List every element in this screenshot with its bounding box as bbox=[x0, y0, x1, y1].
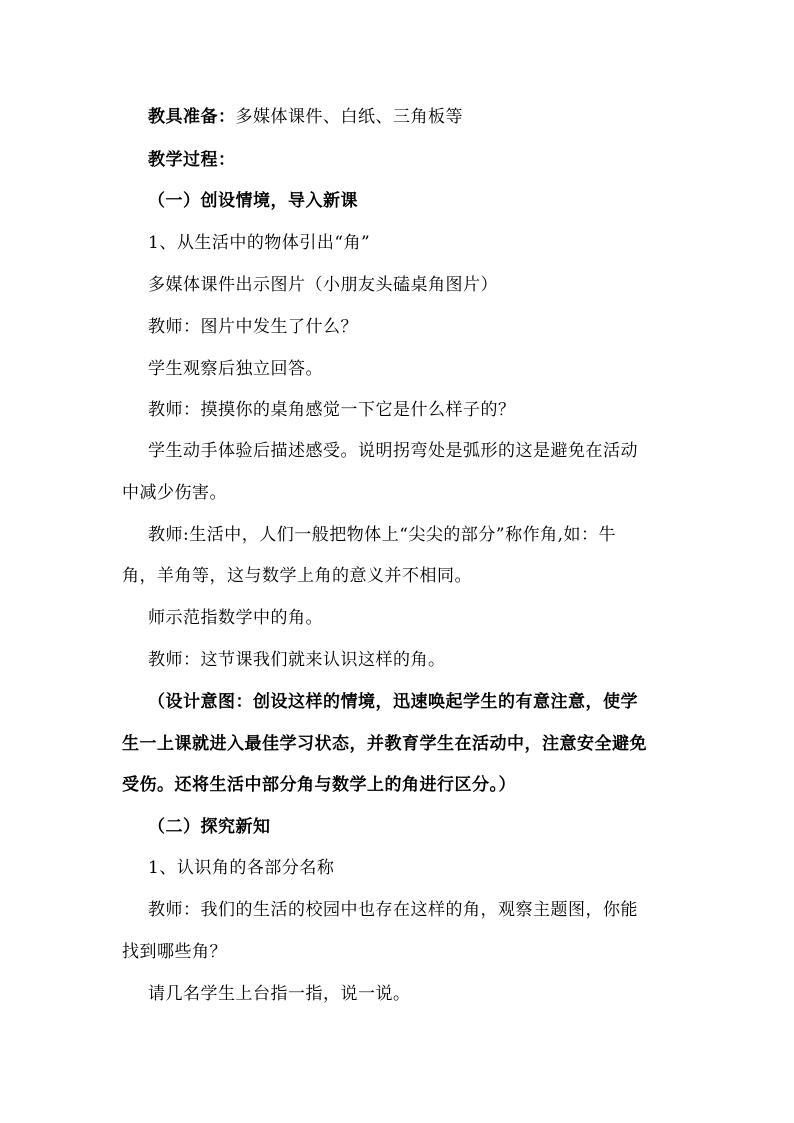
paragraph-2: 教师：图片中发生了什么？ bbox=[148, 317, 358, 337]
paragraph-9-line-2: 找到哪些角？ bbox=[122, 942, 227, 962]
paragraph-10: 请几名学生上台指一指，说一说。 bbox=[148, 984, 411, 1004]
section2-heading: （二）探究新知 bbox=[148, 817, 271, 837]
section1-heading: （一）创设情境，导入新课 bbox=[148, 191, 358, 211]
step1-title: 1、从生活中的物体引出“角” bbox=[148, 233, 371, 253]
paragraph-1: 多媒体课件出示图片（小朋友头磕桌角图片） bbox=[148, 275, 498, 295]
paragraph-5-line-2: 中减少伤害。 bbox=[122, 483, 227, 503]
tools-value: 多媒体课件、白纸、三角板等 bbox=[235, 107, 463, 127]
design-intent-line-1: （设计意图：创设这样的情境，迅速唤起学生的有意注意，使学 bbox=[148, 692, 638, 712]
process-heading: 教学过程： bbox=[148, 150, 236, 170]
paragraph-5-line-1: 学生动手体验后描述感受。说明拐弯处是弧形的这是避免在活动 bbox=[148, 441, 638, 461]
paragraph-6-line-1: 教师:生活中，人们一般把物体上“尖尖的部分”称作角,如：牛 bbox=[148, 525, 617, 545]
paragraph-4: 教师：摸摸你的桌角感觉一下它是什么样子的？ bbox=[148, 400, 516, 420]
design-intent-line-2: 生一上课就进入最佳学习状态，并教育学生在活动中，注意安全避免 bbox=[122, 734, 647, 754]
paragraph-3: 学生观察后独立回答。 bbox=[148, 359, 323, 379]
paragraph-8: 教师：这节课我们就来认识这样的角。 bbox=[148, 650, 446, 670]
paragraph-6-line-2: 角，羊角等，这与数学上角的意义并不相同。 bbox=[122, 566, 472, 586]
paragraph-9-line-1: 教师：我们的生活的校园中也存在这样的角，观察主题图，你能 bbox=[148, 900, 638, 920]
tools-line bbox=[148, 107, 463, 127]
tools-label: 教具准备： bbox=[148, 107, 236, 127]
paragraph-7: 师示范指数学中的角。 bbox=[148, 608, 323, 628]
design-intent-line-3: 受伤。还将生活中部分角与数学上的角进行区分。） bbox=[122, 775, 516, 795]
step2-title: 1、认识角的各部分名称 bbox=[148, 858, 335, 878]
